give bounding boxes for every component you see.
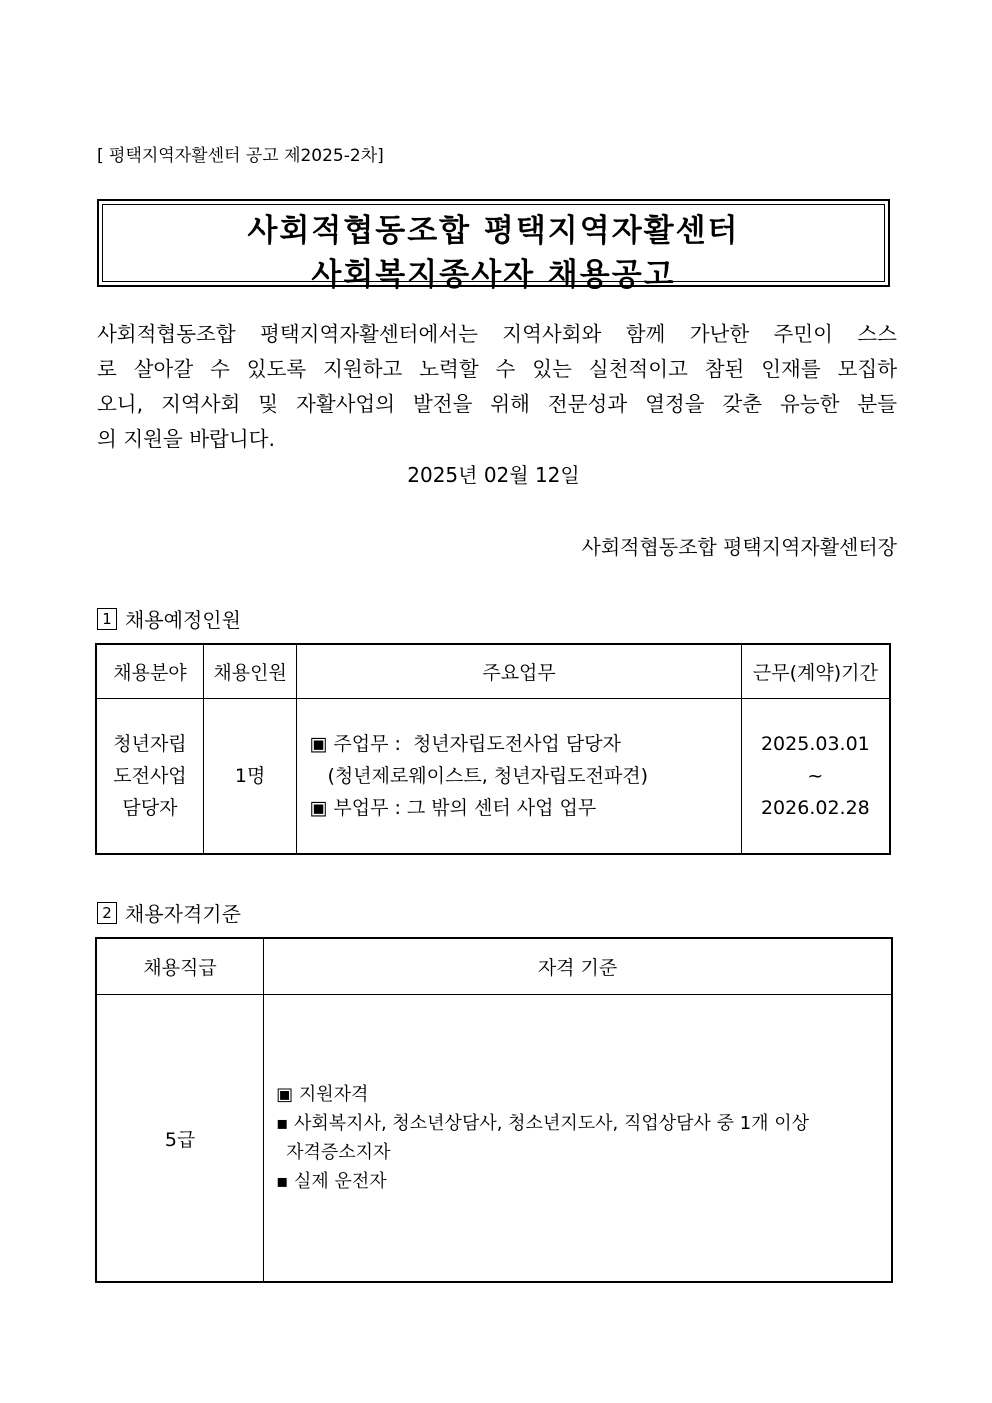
field-line: 청년자립 <box>113 733 187 755</box>
notice-date: 2025년 02월 12일 <box>407 463 580 487</box>
recruitment-table <box>95 643 891 855</box>
duty-line: ▣ 부업무 : 그 밖의 센터 사업 업무 <box>309 797 597 819</box>
cell-field <box>96 699 203 855</box>
header-duties: 주요업무 <box>297 644 741 699</box>
table-row <box>96 995 892 1283</box>
intro-line: 오니, 지역사회 및 자활사업의 발전을 위해 전문성과 열정을 갖춘 유능한 분들 <box>97 392 897 416</box>
header-criteria: 자격 기준 <box>264 938 892 995</box>
notice-number: [ 평택지역자활센터 공고 제2025-2차] <box>97 146 384 166</box>
cell-period <box>741 699 890 855</box>
header-grade: 채용직급 <box>96 938 264 995</box>
header-count: 채용인원 <box>203 644 296 699</box>
duty-line: ▣ 주업무 : 청년자립도전사업 담당자 <box>309 733 621 755</box>
duty-line: (청년제로웨이스트, 청년자립도전파견) <box>309 765 649 787</box>
header-field: 채용분야 <box>96 644 203 699</box>
qualification-table <box>95 937 893 1283</box>
period-line: 2026.02.28 <box>760 797 870 819</box>
section-1-heading <box>97 604 241 633</box>
section-number-box: 2 <box>97 902 117 924</box>
intro-line: 사회적협동조합 평택지역자활센터에서는 지역사회와 함께 가난한 주민이 스스 <box>97 322 897 346</box>
qualification-line: ▪ 실제 운전자 <box>276 1171 387 1192</box>
qualification-line: ▪ 사회복지사, 청소년상담사, 청소년지도사, 직업상담사 중 1개 이상 <box>276 1113 810 1134</box>
header-period: 근무(계약)기간 <box>741 644 890 699</box>
period-line: 2025.03.01 <box>760 733 870 755</box>
title-line-2: 사회복지종사자 채용공고 <box>311 257 676 293</box>
cell-count: 1명 <box>203 699 296 855</box>
cell-duties <box>297 699 741 855</box>
intro-line: 의 지원을 바랍니다. <box>97 427 275 451</box>
cell-grade: 5급 <box>96 995 264 1283</box>
table-row <box>96 699 890 855</box>
section-2-heading <box>97 898 241 927</box>
title-line-1: 사회적협동조합 평택지역자활센터 <box>247 213 740 249</box>
field-line: 도전사업 <box>113 765 187 787</box>
section-title: 채용자격기준 <box>125 902 241 926</box>
title-box <box>97 199 890 293</box>
qualification-line: 자격증소지자 <box>286 1142 391 1163</box>
cell-criteria <box>264 995 892 1283</box>
field-line: 담당자 <box>122 797 178 819</box>
table-header-row <box>96 644 890 699</box>
section-number-box: 1 <box>97 608 117 630</box>
section-title: 채용예정인원 <box>125 608 241 632</box>
intro-paragraph <box>97 317 897 457</box>
qualification-heading: ▣ 지원자격 <box>276 1084 369 1105</box>
intro-line: 로 살아갈 수 있도록 지원하고 노력할 수 있는 실천적이고 참된 인재를 모집하 <box>97 357 897 381</box>
table-header-row <box>96 938 892 995</box>
signer: 사회적협동조합 평택지역자활센터장 <box>581 535 897 559</box>
period-line: ~ <box>807 765 824 787</box>
title-box-inner-border <box>102 204 885 293</box>
